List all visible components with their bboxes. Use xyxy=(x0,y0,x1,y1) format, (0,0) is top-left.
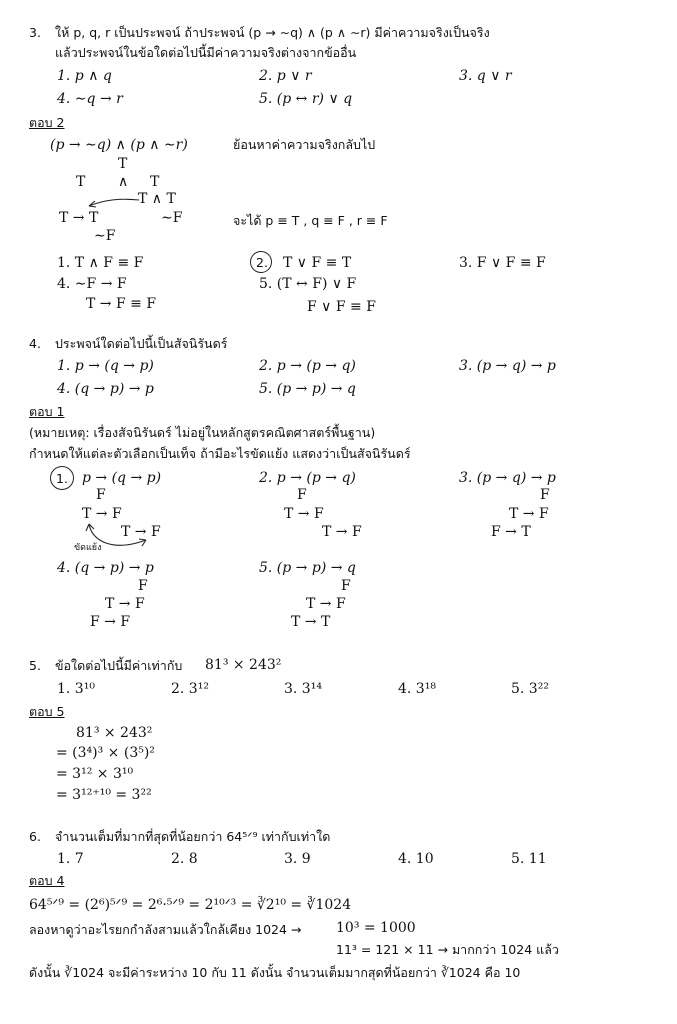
q4-note2: กำหนดให้แต่ละตัวเลือกเป็นเท็จ ถ้ามีอะไรขัดแย้ง แสดงว่าเป็นสัจนิรันดร์ xyxy=(29,446,411,461)
q3-work-note: ย้อนหาค่าความจริงกลับไป xyxy=(233,137,376,152)
q5-answer-label: ตอบ 5 xyxy=(29,704,65,719)
q3-work-t-top: T xyxy=(118,156,128,172)
q4-choice-2: 2. p → (p → q) xyxy=(259,358,356,374)
q6-work-line1: 64⁵ᐟ⁹ = (2⁶)⁵ᐟ⁹ = 2⁶·⁵ᐟ⁹ = 2¹⁰ᐟ³ = ∛2¹⁰ = ∛1024 xyxy=(29,897,352,913)
q3-work-row2-t2: T xyxy=(150,174,160,190)
q3-choice-2: 2. p ∨ r xyxy=(259,68,312,84)
q4-w2-expr: 2. p → (p → q) xyxy=(259,470,356,486)
q3-answer-label: ตอบ 2 xyxy=(29,115,65,130)
q6-choice-1: 1. 7 xyxy=(57,851,84,867)
q3-eval-circled: 2. xyxy=(256,255,268,270)
q3-eval-5: 5. (T ↔ F) ∨ F xyxy=(259,276,357,292)
q5-number: 5. xyxy=(29,658,41,673)
q4-choice-4: 4. (q → p) → p xyxy=(57,381,154,397)
q4-w1-r3: T → F xyxy=(121,524,161,540)
q4-w4-r3: F → F xyxy=(90,614,131,630)
q3-work-row3: T ∧ T xyxy=(138,191,176,207)
q5-choice-4: 4. 3¹⁸ xyxy=(398,681,436,697)
q5-work-3: = 3¹² × 3¹⁰ xyxy=(56,766,134,782)
q5-question-math: 81³ × 243² xyxy=(205,657,282,673)
q5-work-2: = (3⁴)³ × (3⁵)² xyxy=(56,745,155,761)
q3-eval-2: T ∨ F ≡ T xyxy=(283,255,352,271)
q4-w3-f: F xyxy=(540,487,550,503)
q3-choice-4: 4. ∼q → r xyxy=(57,91,123,107)
q4-w3-expr: 3. (p → q) → p xyxy=(459,470,556,486)
q5-choice-2: 2. 3¹² xyxy=(171,681,209,697)
q3-eval-4: 4. ∼F → F xyxy=(57,276,127,292)
q3-eval-4b: T → F ≡ F xyxy=(86,296,157,312)
q4-w1-f: F xyxy=(96,487,106,503)
q5-choice-5: 5. 3²² xyxy=(511,681,549,697)
q6-work-line4: ดังนั้น ∛1024 จะมีค่าระหว่าง 10 กับ 11 ดังนั้น จำนวนเต็มมากสุดที่น้อยกว่า ∛1024 คือ 10 xyxy=(29,965,521,980)
q3-work-result: จะได้ p ≡ T , q ≡ F , r ≡ F xyxy=(233,213,388,228)
q4-answer-label: ตอบ 1 xyxy=(29,404,65,419)
conflict-arrow-icon xyxy=(84,522,156,552)
q4-w1-conflict: ขัดแย้ง xyxy=(74,543,102,553)
q4-w4-f: F xyxy=(138,578,148,594)
q3-eval-1: 1. T ∧ F ≡ F xyxy=(57,255,144,271)
q4-w4-r2: T → F xyxy=(105,596,145,612)
q4-w3-r3: F → T xyxy=(491,524,531,540)
q3-arrow-icon xyxy=(84,194,140,210)
q4-choice-5: 5. (p → p) → q xyxy=(259,381,356,397)
q4-w5-f: F xyxy=(341,578,351,594)
q6-work-line2: ลองหาดูว่าอะไรยกกำลังสามแล้วใกล้เคียง 1024 → xyxy=(29,922,302,937)
q4-w1-r2: T → F xyxy=(82,506,122,522)
q3-eval-5b: F ∨ F ≡ F xyxy=(307,299,376,315)
q4-w2-f: F xyxy=(297,487,307,503)
q6-question: จำนวนเต็มที่มากที่สุดที่น้อยกว่า 64⁵ᐟ⁹ เท่ากับเท่าใด xyxy=(55,829,331,844)
q3-work-row2-t1: T xyxy=(76,174,86,190)
q4-w5-r3: T → T xyxy=(291,614,331,630)
q4-question: ประพจน์ใดต่อไปนี้เป็นสัจนิรันดร์ xyxy=(55,336,228,351)
q4-w2-r2: T → F xyxy=(284,506,324,522)
q6-choice-5: 5. 11 xyxy=(511,851,547,867)
q5-work-4: = 3¹²⁺¹⁰ = 3²² xyxy=(56,787,152,803)
q4-number: 4. xyxy=(29,336,41,351)
q6-choice-2: 2. 8 xyxy=(171,851,198,867)
q6-answer-label: ตอบ 4 xyxy=(29,873,65,888)
q3-question-line2: แล้วประพจน์ในข้อใดต่อไปนี้มีค่าความจริงต่างจากข้ออื่น xyxy=(55,45,357,60)
q5-work-1: 81³ × 243² xyxy=(76,725,153,741)
q4-w5-r2: T → F xyxy=(306,596,346,612)
q5-choice-3: 3. 3¹⁴ xyxy=(284,681,322,697)
q3-number: 3. xyxy=(29,25,41,40)
q6-work-line2b: 10³ = 1000 xyxy=(336,920,416,936)
q6-choice-3: 3. 9 xyxy=(284,851,311,867)
q3-work-row4-left: T → T xyxy=(59,210,99,226)
q3-work-row2-and: ∧ xyxy=(118,174,129,190)
q5-question: ข้อใดต่อไปนี้มีค่าเท่ากับ xyxy=(55,658,183,673)
q3-choice-1: 1. p ∧ q xyxy=(57,68,112,84)
q4-w4-expr: 4. (q → p) → p xyxy=(57,560,154,576)
q5-choice-1: 1. 3¹⁰ xyxy=(57,681,95,697)
q6-work-line3: 11³ = 121 × 11 → มากกว่า 1024 แล้ว xyxy=(336,942,559,957)
q3-choice-3: 3. q ∨ r xyxy=(459,68,512,84)
q4-w1-num: 1. xyxy=(56,471,68,486)
q4-choice-3: 3. (p → q) → p xyxy=(459,358,556,374)
q4-note1: (หมายเหตุ: เรื่องสัจนิรันดร์ ไม่อยู่ในหลักสูตรคณิตศาสตร์พื้นฐาน) xyxy=(29,425,376,440)
q3-work-row5: ∼F xyxy=(94,228,116,244)
q4-w3-r2: T → F xyxy=(509,506,549,522)
q4-w5-expr: 5. (p → p) → q xyxy=(259,560,356,576)
q3-choice-5: 5. (p ↔ r) ∨ q xyxy=(259,91,353,107)
q6-number: 6. xyxy=(29,829,41,844)
q3-eval-3: 3. F ∨ F ≡ F xyxy=(459,255,546,271)
q4-w2-r3: T → F xyxy=(322,524,362,540)
q3-question-line1: ให้ p, q, r เป็นประพจน์ ถ้าประพจน์ (p → ∼q) ∧ (p ∧ ∼r) มีค่าความจริงเป็นจริง xyxy=(55,25,490,40)
q4-w1-expr: p → (q → p) xyxy=(82,470,162,486)
q3-work-expr: (p → ∼q) ∧ (p ∧ ∼r) xyxy=(50,137,188,153)
q3-work-row4-right: ∼F xyxy=(161,210,183,226)
q4-choice-1: 1. p → (q → p) xyxy=(57,358,154,374)
q6-choice-4: 4. 10 xyxy=(398,851,434,867)
